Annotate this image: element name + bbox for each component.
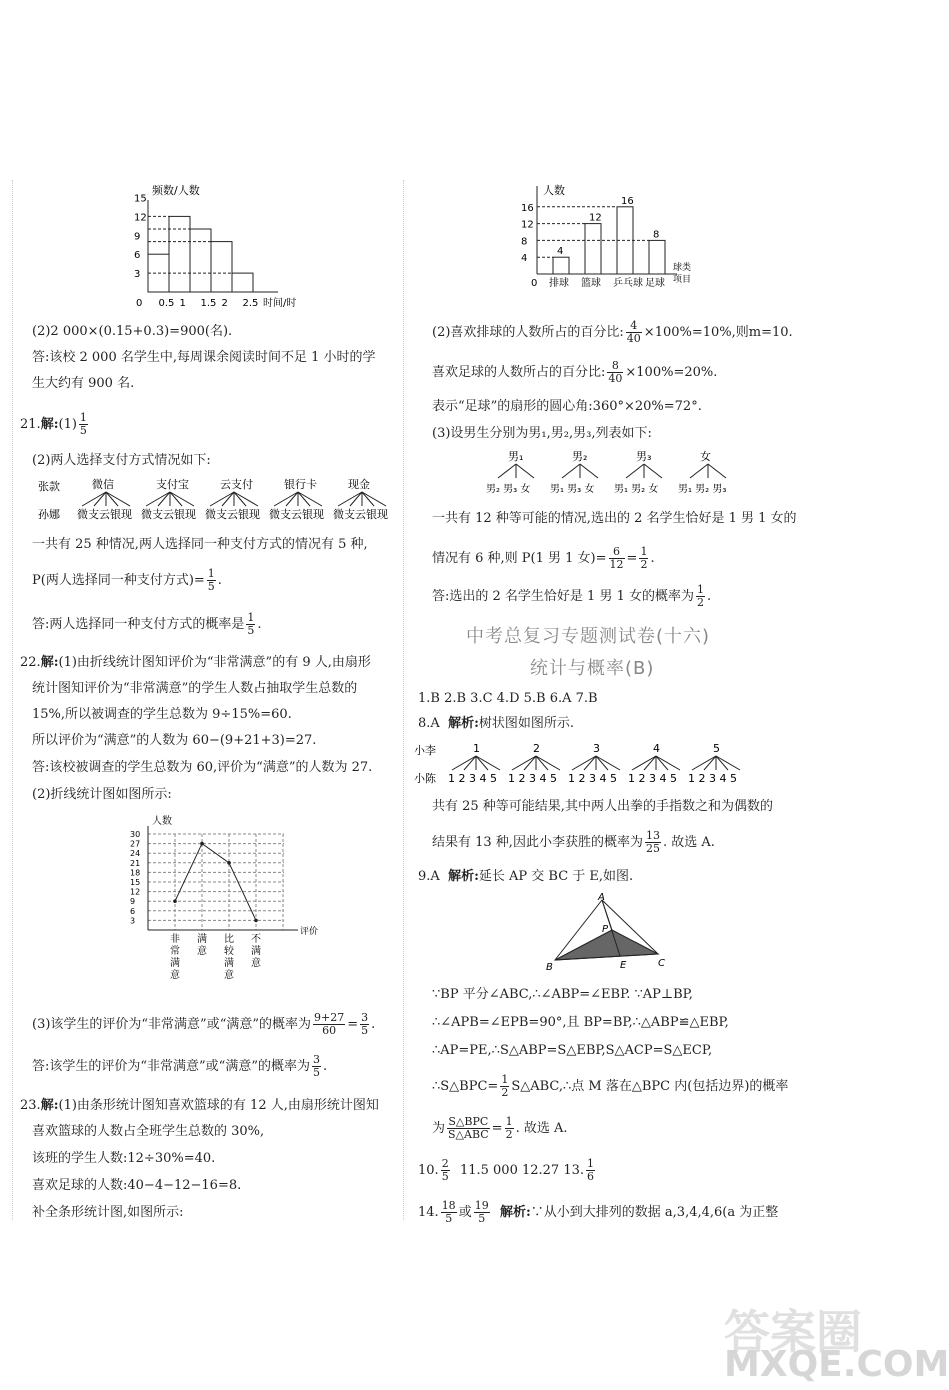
r2: 喜欢足球的人数所占的百分比:	[432, 365, 606, 380]
tree2-top-node: 男₃	[636, 450, 652, 463]
tree1-branch	[222, 492, 234, 506]
tree1-leaves: 微支云银现	[269, 508, 324, 521]
l21d-line: P(两人选择同一种支付方式)= $\frac{1}{5}$ .	[32, 567, 222, 593]
tree3-leaves: 1 2 3 4 5	[508, 772, 557, 785]
l21e-line: 答:两人选择同一种支付方式的概率是 $\frac{1}{5}$ .	[32, 611, 262, 637]
l22a: (1)由折线统计图知评价为“非常满意”的有 9 人,由扇形	[58, 655, 371, 670]
r2-line	[432, 360, 717, 385]
tree3-top-node: 5	[713, 742, 720, 755]
l23b: 喜欢篮球的人数占全班学生总数的 30%,	[32, 1124, 265, 1139]
r7-line: 答:选出的 2 名学生恰好是 1 男 1 女的概率为 $\frac{1}{2}$ .	[432, 583, 712, 609]
q21a: (1)	[58, 417, 77, 432]
l21e: 答:两人选择同一种支付方式的概率是	[32, 617, 245, 632]
tree1-top-node: 银行卡	[284, 478, 317, 491]
bar-chart	[515, 180, 715, 295]
tree3-leaves: 1 2 3 4 5	[628, 772, 677, 785]
tree3-leaves: 1 2 3 4 5	[688, 772, 737, 785]
tree1-branch	[82, 492, 106, 506]
tree1-branch	[158, 492, 170, 506]
bar-zero: 0	[531, 278, 538, 289]
hist-ytick: 3	[134, 269, 141, 281]
tree2-leaves: 男₂ 男₃ 女	[486, 484, 531, 495]
q23-line	[20, 1097, 379, 1115]
r9: 8.A	[418, 716, 440, 731]
tree2-leaves: 男₁ 男₃ 女	[550, 484, 595, 495]
tree2-branch	[708, 464, 726, 478]
frac-1-2: $\frac{1}{2}$	[640, 545, 648, 571]
r6: 情况有 6 种,则 P(1 男 1 女)=	[432, 551, 607, 566]
r17b: . 故选 A.	[515, 1121, 568, 1136]
l21c: 一共有 25 种情况,两人选择同一种支付方式的情况有 5 种,	[32, 537, 368, 552]
tree3-branch	[476, 756, 500, 770]
frac-8-40: $\frac{8}{40}$	[608, 359, 623, 385]
line-ytick: 9	[130, 897, 136, 907]
bar-xtick: 排球	[549, 278, 569, 289]
bar-xlabel-1: 球类	[673, 263, 692, 273]
r12: 9.A	[418, 869, 440, 884]
l2: 答:该校 2 000 名学生中,每周课余阅读时间不足 1 小时的学	[32, 350, 376, 365]
tree3-branch	[536, 756, 560, 770]
r1b: ×100%=10%,则m=10.	[643, 325, 793, 340]
line-ytick: 27	[130, 839, 141, 849]
hist-xtick: 1	[179, 298, 186, 309]
tree2-branch	[498, 464, 516, 478]
tree2-top-node: 男₁	[508, 450, 524, 463]
tree3-branch	[716, 756, 728, 770]
r3: 表示“足球”的扇形的圆心角:360°×20%=72°.	[432, 399, 702, 414]
frac-1-2-d: $\frac{1}{2}$	[505, 1115, 513, 1141]
tree3-branch	[452, 756, 476, 770]
tree1-branch	[362, 492, 374, 506]
jiexi-label: 解析:	[448, 716, 479, 731]
q22-num: 22.	[20, 655, 41, 670]
frac-1-6: $\frac{1}{6}$	[587, 1157, 594, 1183]
tree2-leaves: 男₁ 男₂ 男₃	[678, 484, 727, 495]
tree1-top-node: 云支付	[220, 478, 253, 491]
r19or: 或	[458, 1205, 472, 1220]
jie-label: 解:	[40, 417, 59, 432]
hist-ylabel: 频数/人数	[152, 184, 200, 197]
tree1-branch	[210, 492, 234, 506]
l23d: 喜欢足球的人数:40−4−12−16=8.	[32, 1178, 242, 1193]
histogram-chart	[110, 180, 330, 310]
tree3-branch	[644, 756, 656, 770]
hist-xtick: 2	[221, 298, 228, 309]
frac-6-12: $\frac{6}{12}$	[609, 545, 624, 571]
tree1-branch	[234, 492, 246, 506]
r19-line	[418, 1200, 778, 1225]
r19b: ∵从小到大排列的数据 a,3,4,4,6(a 为正整	[530, 1205, 779, 1220]
jie-label-22: 解:	[40, 655, 59, 670]
jie-label-23: 解:	[40, 1098, 59, 1113]
tree1-branch	[146, 492, 170, 506]
r15: ∴AP=PE,∴S△ABP=S△EBP,S△ACP=S△ECP,	[432, 1043, 713, 1058]
hist-xtick: 0.5	[158, 298, 175, 309]
l3: 生大约有 900 名.	[32, 376, 135, 391]
line-xtick: 非常满意	[170, 934, 180, 981]
label-b: B	[546, 962, 553, 973]
tree2-branch	[690, 464, 708, 478]
r16-line	[432, 1074, 788, 1099]
tree3-branch	[476, 756, 488, 770]
tree3-leaves: 1 2 3 4 5	[448, 772, 497, 785]
bar-xtick: 篮球	[581, 278, 601, 289]
line-xtick: 不满意	[251, 934, 261, 969]
l1: (2)2 000×(0.15+0.3)=900(名).	[32, 324, 233, 339]
r13: ∵BP 平分∠ABC,∴∠ABP=∠EBP. ∵AP⊥BP,	[432, 987, 693, 1002]
r11b: . 故选 A.	[662, 835, 715, 850]
l22d: 所以评价为“满意”的人数为 60−(9+21+3)=27.	[32, 733, 317, 748]
tree1-branch	[350, 492, 362, 506]
r11-line	[432, 830, 715, 855]
tree3-branch	[596, 756, 620, 770]
bar-ytick: 12	[521, 219, 534, 231]
frac-1-5: $\frac{1}{5}$	[79, 411, 87, 437]
hist-bar	[232, 273, 253, 292]
tree3-branch	[464, 756, 476, 770]
hist-xtick: 0	[136, 298, 143, 309]
hist-ytick: 9	[134, 231, 141, 243]
tree3-top-node: 4	[653, 742, 660, 755]
tree3-branch	[656, 756, 680, 770]
line-xlabel: 评价	[300, 927, 319, 937]
tree3-branch	[596, 756, 608, 770]
jiexi-label-3: 解析:	[499, 1205, 531, 1220]
line-point	[173, 899, 177, 903]
payment-tree-diagram	[28, 474, 398, 524]
line-chart	[120, 812, 320, 997]
l23c: 该班的学生人数:12÷30%=40.	[32, 1151, 216, 1166]
triangle-figure	[540, 892, 680, 978]
r1-line	[432, 320, 793, 345]
hist-ytick: 12	[134, 212, 147, 224]
tree1-leaves: 微支云银现	[77, 508, 132, 521]
tree1-top-node: 微信	[92, 478, 114, 491]
tree3-top-node: 1	[473, 742, 480, 755]
frac-1-2-b: $\frac{1}{2}$	[697, 583, 704, 609]
tree2-top-node: 男₂	[572, 450, 588, 463]
frac-13-25: $\frac{13}{25}$	[645, 829, 660, 855]
line-ylabel: 人数	[152, 816, 172, 827]
tree-left-top: 张款	[38, 480, 60, 493]
tree2-branch	[562, 464, 580, 478]
tree1-branch	[338, 492, 362, 506]
label-e: E	[620, 960, 627, 971]
line-ytick: 6	[130, 906, 136, 916]
jiexi-label-2: 解析:	[448, 869, 479, 884]
bar-ytick: 8	[521, 236, 528, 248]
frac-19-5: $\frac{19}{5}$	[474, 1199, 489, 1225]
tree3-branch	[716, 756, 740, 770]
finger-tree-diagram	[410, 740, 800, 790]
r7: 答:选出的 2 名学生恰好是 1 男 1 女的概率为	[432, 589, 694, 604]
bar-rect	[649, 240, 665, 274]
tree1-branch	[274, 492, 298, 506]
frac-2-5: $\frac{2}{5}$	[441, 1157, 449, 1183]
r4: (3)设男生分别为男₁,男₂,男₃,列表如下:	[432, 426, 652, 441]
tree3-leaves: 1 2 3 4 5	[568, 772, 617, 785]
l21d: P(两人选择同一种支付方式)=	[32, 573, 205, 588]
tree1-branch	[234, 492, 258, 506]
tree1-branch	[106, 492, 118, 506]
line-ytick: 21	[130, 858, 141, 868]
line-ytick: 18	[130, 868, 141, 878]
bar-rect	[553, 257, 569, 274]
bar-xtick: 足球	[645, 278, 665, 289]
line-ytick: 12	[130, 887, 141, 897]
r16a: ∴S△BPC=	[432, 1079, 499, 1094]
left-margin-line	[12, 180, 13, 1220]
tree1-branch	[298, 492, 310, 506]
label-c: C	[658, 958, 665, 969]
line-xtick: 比较满意	[224, 934, 234, 981]
hist-bar	[190, 229, 211, 292]
line-xtick: 满意	[197, 934, 207, 957]
frac-s-bpc-abc: $\frac{\text{S△BPC}}{\text{S△ABC}}$	[448, 1115, 489, 1141]
frac-4-40: $\frac{4}{40}$	[626, 319, 641, 345]
r18b: 11.5 000 12.27 13.	[459, 1163, 584, 1178]
bar-value-label: 16	[621, 195, 634, 207]
q23-num: 23.	[20, 1098, 41, 1113]
line-point	[254, 919, 258, 923]
hist-ytick: 15	[134, 193, 147, 205]
bar-rect	[585, 224, 601, 274]
l23a: (1)由条形统计图知喜欢篮球的有 12 人,由扇形统计图知	[58, 1098, 379, 1113]
l22e: 答:该校被调查的学生总数为 60,评价为“满意”的人数为 27.	[32, 760, 373, 775]
tree-left-bot: 孙娜	[38, 508, 60, 521]
l22g-line: (3)该学生的评价为“非常满意”或“满意”的概率为 $\frac{9+27}{60}$ = $\frac{3}{5}$ .	[32, 1011, 376, 1037]
frac-1-5-b: $\frac{1}{5}$	[207, 567, 215, 593]
watermark-bottom: MXQE.COM	[724, 1344, 949, 1385]
r5: 一共有 12 种等可能的情况,选出的 2 名学生恰好是 1 男 1 女的	[432, 511, 797, 526]
section-title: 中考总复习专题测试卷(十六)	[466, 626, 711, 647]
tree1-leaves: 微支云银现	[333, 508, 388, 521]
frac-3-5: $\frac{3}{5}$	[361, 1011, 369, 1037]
line-ytick: 3	[130, 916, 136, 926]
label-p: P	[602, 924, 609, 935]
tree2-leaves: 男₁ 男₂ 女	[614, 484, 659, 495]
section-subtitle: 统计与概率(B)	[530, 658, 655, 679]
tree3-branch	[632, 756, 656, 770]
tree3-branch	[512, 756, 536, 770]
tree3-branch	[572, 756, 596, 770]
l22c: 15%,所以被调查的学生总数为 9÷15%=60.	[32, 707, 292, 722]
r14: ∴∠APB=∠EPB=90°,且 BP=BP,∴△ABP≌△EBP,	[432, 1015, 729, 1030]
l22h-line: 答:该学生的评价为“非常满意”或“满意”的概率为 $\frac{3}{5}$ .	[32, 1053, 328, 1079]
frac-1-2-c: $\frac{1}{2}$	[501, 1073, 509, 1099]
tree1-leaves: 微支云银现	[205, 508, 260, 521]
line-point	[227, 861, 231, 865]
line-ytick: 24	[130, 849, 141, 859]
q22-line	[20, 654, 371, 672]
tree1-branch	[94, 492, 106, 506]
tree1-branch	[286, 492, 298, 506]
tree1-branch	[170, 492, 182, 506]
r11: 结果有 13 种,因此小李获胜的概率为	[432, 835, 643, 850]
r1: (2)喜欢排球的人数所占的百分比:	[432, 325, 624, 340]
tree3-top-node: 3	[593, 742, 600, 755]
hist-bar	[169, 216, 190, 292]
bar-ytick: 4	[521, 253, 528, 265]
l22f: (2)折线统计图如图所示:	[32, 787, 172, 802]
tree3-top-node: 2	[533, 742, 540, 755]
r16b: S△ABC,∴点 M 落在△BPC 内(包括边界)的概率	[511, 1079, 789, 1094]
r18: 10.	[418, 1163, 439, 1178]
tree3-branch	[524, 756, 536, 770]
tree2-branch	[580, 464, 598, 478]
watermark-top: 答案圈	[724, 1305, 862, 1359]
line-point	[200, 842, 204, 846]
r9b: 树状图如图所示.	[478, 716, 575, 731]
q21b: (2)两人选择支付方式情况如下:	[32, 453, 211, 468]
tree3-left-bot: 小陈	[414, 772, 436, 785]
tree1-branch	[170, 492, 194, 506]
hist-bar	[211, 242, 232, 292]
l22h: 答:该学生的评价为“非常满意”或“满意”的概率为	[32, 1059, 310, 1074]
tree2-branch	[626, 464, 644, 478]
q21-num: 21.	[20, 417, 41, 432]
l22g: (3)该学生的评价为“非常满意”或“满意”的概率为	[32, 1017, 311, 1032]
bar-value-label: 8	[653, 229, 660, 241]
frac-9-27-60: $\frac{9+27}{60}$	[314, 1011, 345, 1037]
hist-xtick: 2.5	[242, 298, 259, 309]
r17-line: 为 $\frac{\text{S△BPC}}{\text{S△ABC}}$ = $\frac{1}{2}$ . 故选 A.	[432, 1115, 568, 1141]
tree1-branch	[298, 492, 322, 506]
tree1-branch	[106, 492, 130, 506]
tree2-top-node: 女	[700, 450, 711, 463]
bar-ylabel: 人数	[543, 184, 565, 197]
tree1-leaves: 微支云银现	[141, 508, 196, 521]
frac-3-5-b: $\frac{3}{5}$	[312, 1053, 320, 1079]
tree3-branch	[584, 756, 596, 770]
hist-xtick: 1.5	[200, 298, 217, 309]
tree3-branch	[692, 756, 716, 770]
l22b: 统计图知评价为“非常满意”的学生人数占抽取学生总数的	[32, 681, 358, 696]
r17a: 为	[432, 1121, 446, 1136]
r12b: 延长 AP 交 BC 于 E,如图.	[478, 869, 634, 884]
r10: 共有 25 种等可能结果,其中两人出拳的手指数之和为偶数的	[432, 799, 773, 814]
r9-line	[418, 715, 574, 733]
tree3-left-top: 小李	[414, 744, 436, 757]
tree2-branch	[516, 464, 534, 478]
r6-line: 情况有 6 种,则 P(1 男 1 女)= $\frac{6}{12}$ = $\frac{1}{2}$ .	[432, 545, 655, 571]
r19: 14.	[418, 1205, 439, 1220]
gender-tree-diagram	[472, 448, 772, 498]
l23e: 补全条形统计图,如图所示:	[32, 1205, 184, 1220]
r18-line	[418, 1158, 597, 1183]
bar-value-label: 12	[589, 212, 602, 224]
bar-xlabel-2: 项目	[673, 275, 692, 285]
column-divider	[403, 180, 404, 1220]
bar-value-label: 4	[557, 246, 564, 258]
r12-line	[418, 868, 633, 886]
tree1-branch	[362, 492, 386, 506]
tree3-branch	[536, 756, 548, 770]
tree2-branch	[644, 464, 662, 478]
line-ytick: 30	[130, 830, 141, 839]
hist-ytick: 6	[134, 250, 141, 262]
r2b: ×100%=20%.	[625, 365, 718, 380]
label-a: A	[598, 892, 605, 903]
q21-line	[20, 412, 90, 437]
r8: 1.B 2.B 3.C 4.D 5.B 6.A 7.B	[418, 691, 598, 706]
bar-ytick: 16	[521, 202, 534, 214]
tree1-top-node: 支付宝	[156, 478, 189, 491]
tree1-top-node: 现金	[348, 478, 370, 491]
tree3-branch	[656, 756, 668, 770]
bar-xtick: 乒乓球	[613, 278, 643, 289]
line-ytick: 15	[130, 878, 141, 887]
hist-xlabel: 时间/时	[263, 298, 297, 309]
tree3-branch	[704, 756, 716, 770]
frac-1-5-c: $\frac{1}{5}$	[247, 611, 255, 637]
frac-18-5: $\frac{18}{5}$	[441, 1199, 456, 1225]
